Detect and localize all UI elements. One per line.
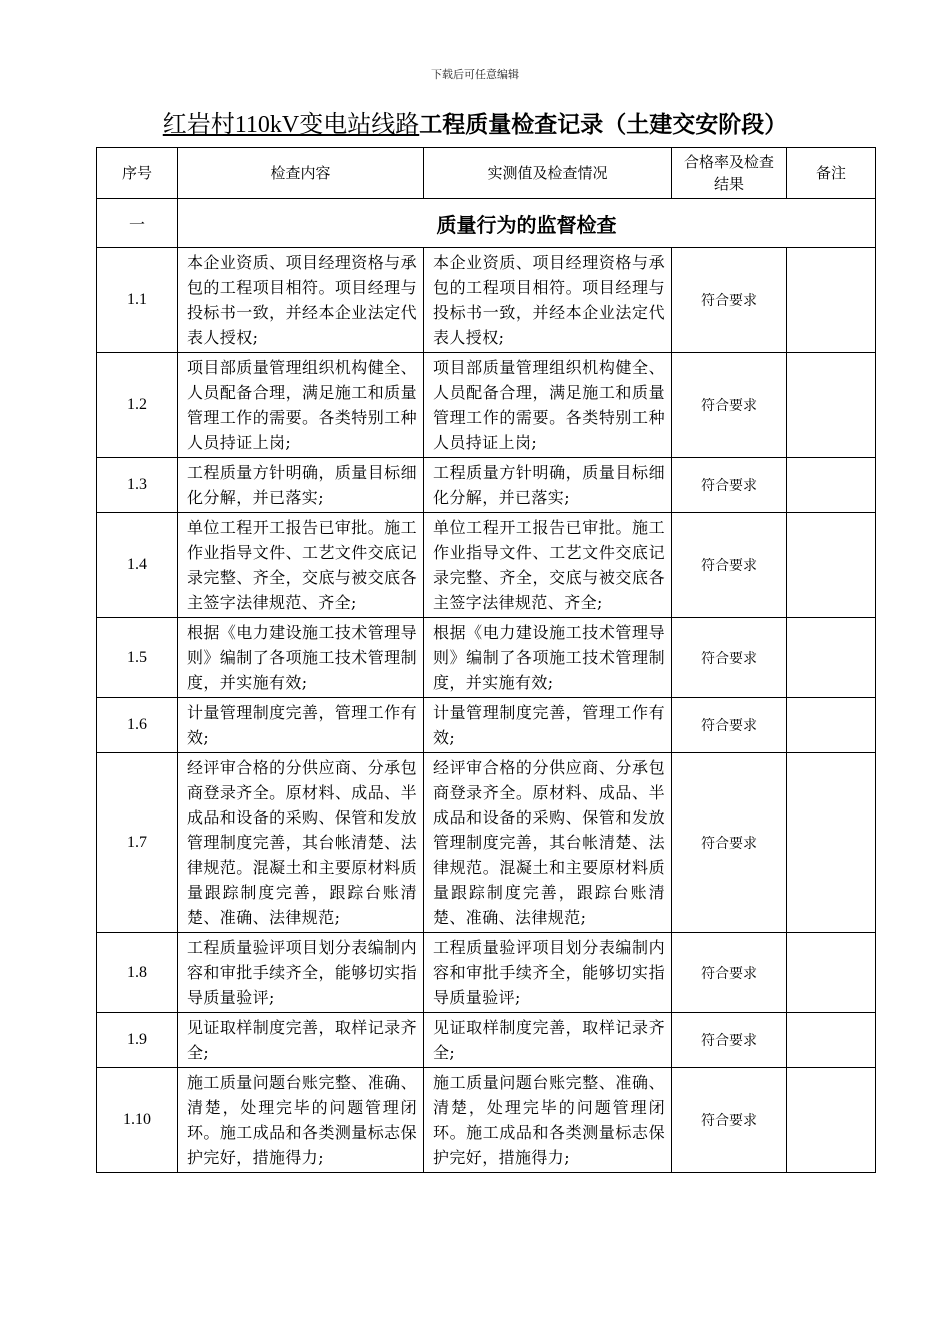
- row-measured: 工程质量验评项目划分表编制内容和审批手续齐全，能够切实指导质量验评;: [424, 933, 672, 1013]
- row-result: 符合要求: [672, 698, 787, 753]
- row-number: 1.9: [97, 1013, 178, 1068]
- row-content: 工程质量方针明确，质量目标细化分解，并已落实;: [178, 458, 424, 513]
- row-result: 符合要求: [672, 618, 787, 698]
- row-result: 符合要求: [672, 1068, 787, 1173]
- table-row: [97, 933, 876, 1013]
- section-number: 一: [97, 199, 178, 248]
- header-content: 检查内容: [178, 148, 424, 199]
- header-measured: 实测值及检查情况: [424, 148, 672, 199]
- row-number: 1.10: [97, 1068, 178, 1173]
- title-record-name: 工程质量检查记录（土建交安阶段）: [419, 112, 788, 138]
- row-content: 计量管理制度完善，管理工作有效;: [178, 698, 424, 753]
- row-measured: 工程质量方针明确，质量目标细化分解，并已落实;: [424, 458, 672, 513]
- row-measured: 根据《电力建设施工技术管理导则》编制了各项施工技术管理制度，并实施有效;: [424, 618, 672, 698]
- row-measured: 本企业资质、项目经理资格与承包的工程项目相符。项目经理与投标书一致，并经本企业法定代表人授权;: [424, 248, 672, 353]
- row-measured: 经评审合格的分供应商、分承包商登录齐全。原材料、成品、半成品和设备的采购、保管和发放管理制度完善，其台帐清楚、法律规范。混凝土和主要原材料质量跟踪制度完善，跟踪台账清楚、准确、法律规范;: [424, 753, 672, 933]
- row-measured: 施工质量问题台账完整、准确、清楚，处理完毕的问题管理闭环。施工成品和各类测量标志保护完好，措施得力;: [424, 1068, 672, 1173]
- table-row: [97, 513, 876, 618]
- row-number: 1.6: [97, 698, 178, 753]
- row-result: 符合要求: [672, 458, 787, 513]
- row-result: 符合要求: [672, 248, 787, 353]
- header-remark: 备注: [787, 148, 876, 199]
- header-result: 合格率及检查结果: [672, 148, 787, 199]
- table-row: [97, 618, 876, 698]
- row-remark: [787, 933, 876, 1013]
- row-remark: [787, 513, 876, 618]
- row-result: 符合要求: [672, 933, 787, 1013]
- row-result: 符合要求: [672, 353, 787, 458]
- document-title: [0, 104, 950, 139]
- row-remark: [787, 618, 876, 698]
- section-row: [97, 199, 876, 248]
- table-row: [97, 248, 876, 353]
- inspection-table: [96, 147, 876, 1173]
- row-remark: [787, 458, 876, 513]
- row-number: 1.3: [97, 458, 178, 513]
- row-content: 单位工程开工报告已审批。施工作业指导文件、工艺文件交底记录完整、齐全，交底与被交底各主签字法律规范、齐全;: [178, 513, 424, 618]
- row-content: 施工质量问题台账完整、准确、清楚，处理完毕的问题管理闭环。施工成品和各类测量标志保护完好，措施得力;: [178, 1068, 424, 1173]
- row-number: 1.8: [97, 933, 178, 1013]
- row-number: 1.2: [97, 353, 178, 458]
- row-measured: 见证取样制度完善，取样记录齐全;: [424, 1013, 672, 1068]
- section-title: 质量行为的监督检查: [178, 199, 876, 248]
- table-row: [97, 1013, 876, 1068]
- table-row: [97, 1068, 876, 1173]
- row-number: 1.7: [97, 753, 178, 933]
- row-measured: 计量管理制度完善，管理工作有效;: [424, 698, 672, 753]
- row-number: 1.4: [97, 513, 178, 618]
- row-remark: [787, 753, 876, 933]
- table-row: [97, 353, 876, 458]
- row-measured: 单位工程开工报告已审批。施工作业指导文件、工艺文件交底记录完整、齐全，交底与被交底各主签字法律规范、齐全;: [424, 513, 672, 618]
- table-row: [97, 753, 876, 933]
- row-result: 符合要求: [672, 753, 787, 933]
- row-remark: [787, 698, 876, 753]
- table-row: [97, 698, 876, 753]
- row-number: 1.5: [97, 618, 178, 698]
- row-content: 本企业资质、项目经理资格与承包的工程项目相符。项目经理与投标书一致，并经本企业法定代表人授权;: [178, 248, 424, 353]
- row-number: 1.1: [97, 248, 178, 353]
- header-row: [97, 148, 876, 199]
- row-content: 见证取样制度完善，取样记录齐全;: [178, 1013, 424, 1068]
- row-remark: [787, 1068, 876, 1173]
- download-note: 下载后可任意编辑: [431, 68, 519, 81]
- row-content: 项目部质量管理组织机构健全、人员配备合理，满足施工和质量管理工作的需要。各类特别工种人员持证上岗;: [178, 353, 424, 458]
- row-content: 经评审合格的分供应商、分承包商登录齐全。原材料、成品、半成品和设备的采购、保管和发放管理制度完善，其台帐清楚、法律规范。混凝土和主要原材料质量跟踪制度完善，跟踪台账清楚、准确、法律规范;: [178, 753, 424, 933]
- row-result: 符合要求: [672, 1013, 787, 1068]
- table-row: [97, 458, 876, 513]
- title-project-name: 红岩村110kV变电站线路: [162, 112, 420, 138]
- row-measured: 项目部质量管理组织机构健全、人员配备合理，满足施工和质量管理工作的需要。各类特别工种人员持证上岗;: [424, 353, 672, 458]
- row-remark: [787, 248, 876, 353]
- row-content: 根据《电力建设施工技术管理导则》编制了各项施工技术管理制度，并实施有效;: [178, 618, 424, 698]
- header-num: 序号: [97, 148, 178, 199]
- row-remark: [787, 1013, 876, 1068]
- row-result: 符合要求: [672, 513, 787, 618]
- row-remark: [787, 353, 876, 458]
- row-content: 工程质量验评项目划分表编制内容和审批手续齐全，能够切实指导质量验评;: [178, 933, 424, 1013]
